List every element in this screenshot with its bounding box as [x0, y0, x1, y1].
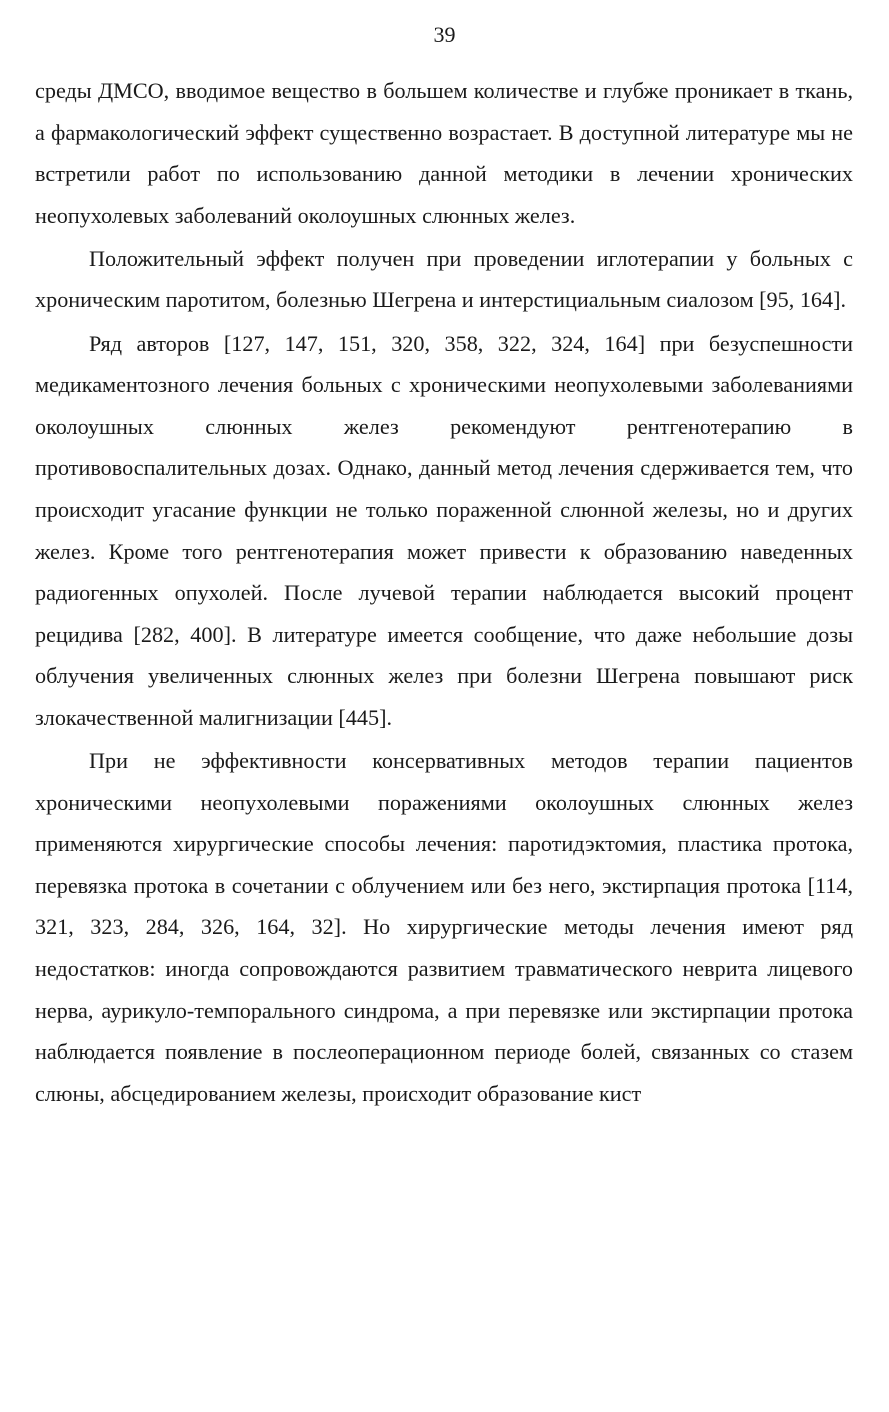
paragraph-2: Положительный эффект получен при проведении иглотерапии у больных с хроническим паротитом, болезнью Шегрена и интерстициальным сиалозом [95, 164].	[35, 245, 853, 313]
body-text	[35, 70, 853, 1114]
paragraph-3: Ряд авторов [127, 147, 151, 320, 358, 322, 324, 164] при безуспешности медикаментозного лечения больных с хроническими неопухолевыми заболеваниями околоушных слюнных желез рекомендуют рентгенотерапию в противовоспалительных дозах. Однако, данный метод лечения сдерживается тем, что происходит угасание функции не только пораженной слюнной железы, но и других желез. Кроме того рентгенотерапия может привести к образованию наведенных радиогенных опухолей. После лучевой терапии наблюдается высокий процент рецидива [282, 400]. В литературе имеется сообщение, что даже небольшие дозы облучения увеличенных слюнных желез при болезни Шегрена повышают риск злокачественной малигнизации [445].	[35, 330, 853, 730]
paragraph-4: При не эффективности консервативных методов терапии пациентов хроническими неопухолевыми поражениями околоушных слюнных желез применяются хирургические способы лечения: паротидэктомия, пластика протока, перевязка протока в сочетании с облучением или без него, экстирпация протока [114, 321, 323, 284, 326, 164, 32]. Но хирургические методы лечения имеют ряд недостатков: иногда сопровождаются развитием травматического неврита лицевого нерва, аурикуло-темпорального синдрома, а при перевязке или экстирпации протока наблюдается появление в послеоперационном периоде болей, связанных со стазем слюны, абсцедированием железы, происходит образование кист	[35, 748, 853, 1106]
paragraph-1: среды ДМСО, вводимое вещество в большем количестве и глубже проникает в ткань, а фармакологический эффект существенно возрастает. В доступной литературе мы не встретили работ по использованию данной методики в лечении хронических неопухолевых заболеваний околоушных слюнных желез.	[35, 78, 853, 228]
page-number: 39	[433, 22, 456, 47]
